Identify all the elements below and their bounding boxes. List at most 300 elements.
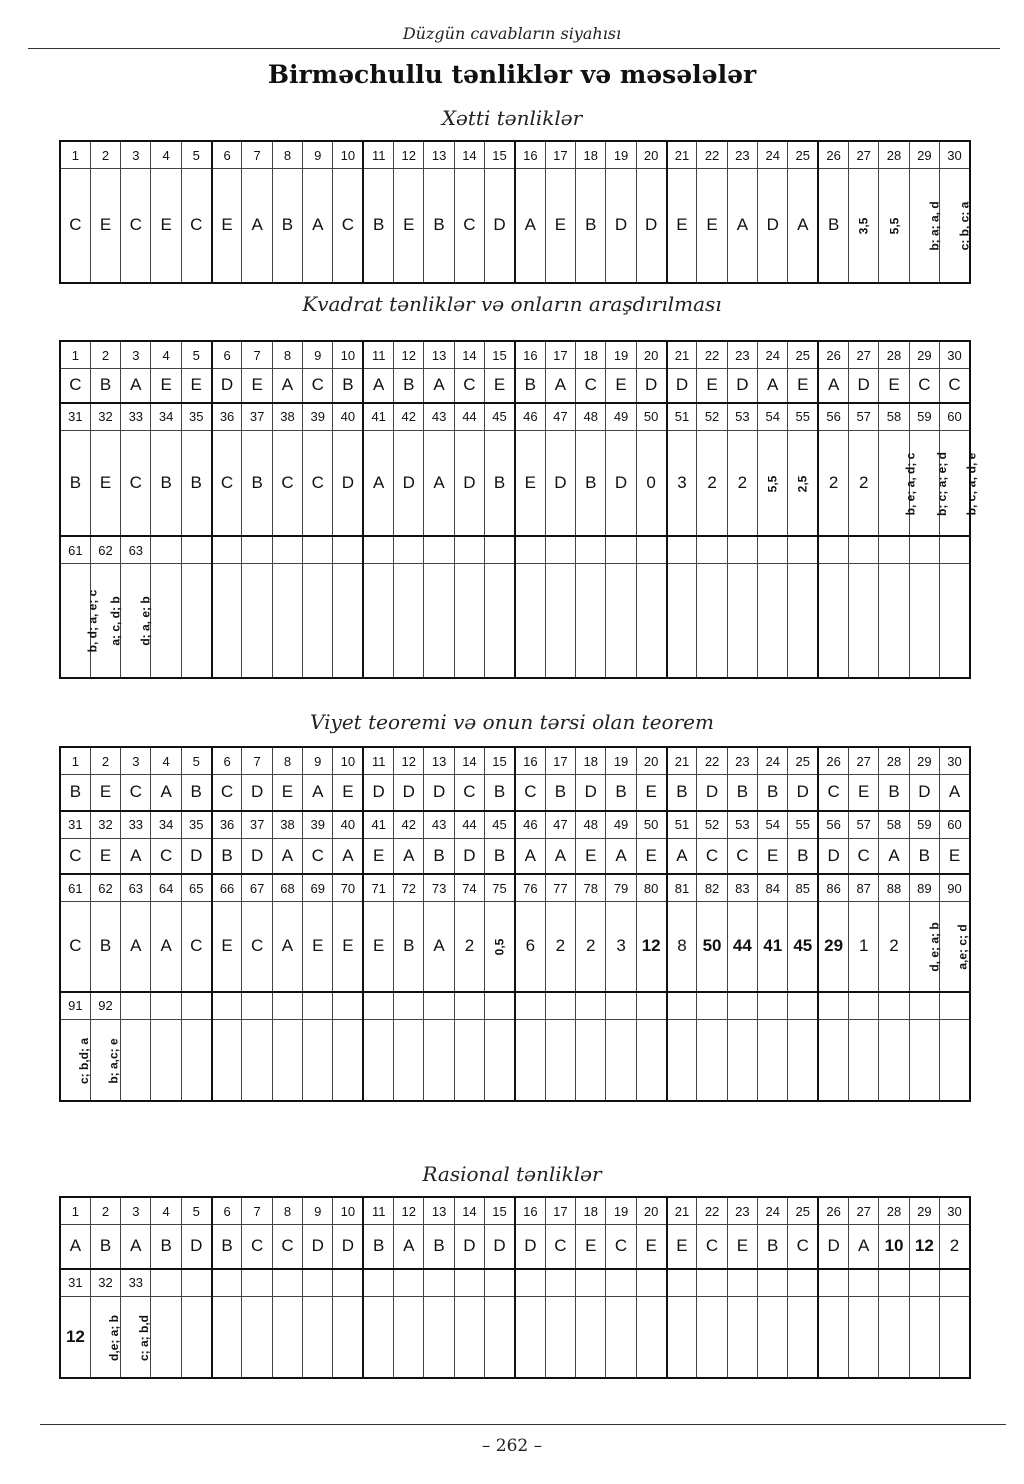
answer-cell: C bbox=[181, 902, 211, 992]
answer-text: b; a; a, d bbox=[927, 201, 942, 251]
question-number: 47 bbox=[545, 403, 575, 431]
question-number: 41 bbox=[363, 811, 393, 839]
question-number: 46 bbox=[515, 403, 545, 431]
question-number: 9 bbox=[303, 1197, 333, 1225]
question-number: 28 bbox=[879, 141, 909, 169]
question-number: 2 bbox=[90, 341, 120, 369]
answer-cell: C bbox=[303, 430, 333, 536]
answer-cell: E bbox=[394, 169, 424, 283]
answer-cell: D bbox=[454, 1225, 484, 1269]
question-number: 55 bbox=[788, 403, 818, 431]
question-number: 79 bbox=[606, 874, 636, 902]
answer-text: b, d; a, e; c bbox=[85, 589, 100, 653]
question-number: 14 bbox=[454, 341, 484, 369]
answer-cell: A bbox=[333, 838, 363, 874]
answer-cell: E bbox=[90, 838, 120, 874]
question-number: 31 bbox=[60, 1269, 90, 1297]
answer-cell: 41 bbox=[758, 902, 788, 992]
answer-cell bbox=[60, 1019, 90, 1101]
question-number: 76 bbox=[515, 874, 545, 902]
empty-cell bbox=[818, 536, 848, 564]
answer-cell: C bbox=[121, 430, 151, 536]
question-number: 65 bbox=[181, 874, 211, 902]
section-title-vieta: Viyet teoremi və onun tərsi olan teorem bbox=[310, 710, 714, 734]
question-number: 91 bbox=[60, 992, 90, 1020]
empty-cell bbox=[727, 536, 757, 564]
answer-cell: E bbox=[545, 169, 575, 283]
answer-cell: B bbox=[758, 775, 788, 811]
empty-cell bbox=[667, 1296, 697, 1378]
answer-cell bbox=[60, 564, 100, 678]
answer-cell: C bbox=[151, 838, 181, 874]
question-number: 5 bbox=[181, 341, 211, 369]
answer-text: d,e; a; b bbox=[106, 1314, 121, 1361]
empty-cell bbox=[363, 1296, 393, 1378]
question-number: 34 bbox=[151, 403, 181, 431]
answer-cell: 45 bbox=[788, 902, 818, 992]
empty-cell bbox=[242, 992, 272, 1020]
question-number: 64 bbox=[151, 874, 181, 902]
empty-cell bbox=[515, 1296, 545, 1378]
answer-cell: C bbox=[60, 838, 90, 874]
empty-cell bbox=[212, 536, 242, 564]
question-number: 14 bbox=[454, 1197, 484, 1225]
empty-cell bbox=[879, 1296, 909, 1378]
answer-cell: A bbox=[940, 775, 970, 811]
question-number: 56 bbox=[818, 403, 848, 431]
answer-cell: B bbox=[90, 1225, 120, 1269]
answer-cell: A bbox=[424, 369, 454, 403]
empty-cell bbox=[818, 1296, 848, 1378]
question-number: 10 bbox=[333, 1197, 363, 1225]
answer-cell: E bbox=[363, 838, 393, 874]
answer-text: 3,5 bbox=[856, 217, 871, 235]
answer-cell: D bbox=[515, 1225, 545, 1269]
answer-cell: E bbox=[333, 902, 363, 992]
question-number: 25 bbox=[788, 747, 818, 775]
question-number: 49 bbox=[606, 811, 636, 839]
answer-cell: B bbox=[424, 1225, 454, 1269]
empty-cell bbox=[636, 564, 666, 678]
question-number: 68 bbox=[272, 874, 302, 902]
question-number: 3 bbox=[121, 747, 151, 775]
question-number: 27 bbox=[849, 1197, 879, 1225]
question-number: 1 bbox=[60, 141, 90, 169]
answer-table-quadratic bbox=[59, 340, 979, 679]
question-number: 20 bbox=[636, 341, 666, 369]
answer-cell: 12 bbox=[60, 1296, 90, 1378]
empty-cell bbox=[454, 1269, 484, 1297]
answer-cell: E bbox=[90, 775, 120, 811]
question-number: 92 bbox=[90, 992, 120, 1020]
answer-cell: D bbox=[849, 369, 879, 403]
empty-cell bbox=[909, 992, 939, 1020]
empty-cell bbox=[454, 992, 484, 1020]
answer-cell: C bbox=[272, 1225, 302, 1269]
question-number: 86 bbox=[818, 874, 848, 902]
empty-cell bbox=[303, 992, 333, 1020]
answer-table-linear bbox=[59, 140, 971, 284]
empty-cell bbox=[940, 992, 970, 1020]
answer-cell: B bbox=[576, 430, 606, 536]
empty-cell bbox=[242, 536, 272, 564]
empty-cell bbox=[181, 564, 211, 678]
answer-cell: D bbox=[424, 775, 454, 811]
answer-cell: E bbox=[485, 369, 515, 403]
answer-cell bbox=[90, 1019, 120, 1101]
empty-cell bbox=[667, 1019, 697, 1101]
empty-cell bbox=[333, 1019, 363, 1101]
empty-cell bbox=[758, 1296, 788, 1378]
answer-cell: 2 bbox=[940, 1225, 970, 1269]
empty-cell bbox=[363, 1019, 393, 1101]
empty-cell bbox=[212, 992, 242, 1020]
answer-cell: D bbox=[485, 1225, 515, 1269]
empty-cell bbox=[545, 992, 575, 1020]
answer-cell: E bbox=[242, 369, 272, 403]
question-number: 22 bbox=[697, 341, 727, 369]
question-number: 25 bbox=[788, 1197, 818, 1225]
question-number: 41 bbox=[363, 403, 393, 431]
answer-cell: A bbox=[424, 430, 454, 536]
answer-cell: D bbox=[545, 430, 575, 536]
empty-cell bbox=[363, 992, 393, 1020]
question-number: 12 bbox=[394, 747, 424, 775]
empty-cell bbox=[576, 1019, 606, 1101]
answer-cell: A bbox=[727, 169, 757, 283]
question-number: 54 bbox=[758, 811, 788, 839]
question-number: 71 bbox=[363, 874, 393, 902]
question-number: 21 bbox=[667, 341, 697, 369]
question-number: 24 bbox=[758, 141, 788, 169]
question-number: 66 bbox=[212, 874, 242, 902]
answer-cell: D bbox=[394, 430, 424, 536]
answer-cell: 2 bbox=[727, 430, 757, 536]
question-number: 59 bbox=[909, 403, 939, 431]
empty-cell bbox=[849, 1019, 879, 1101]
answer-table-rational bbox=[59, 1196, 971, 1379]
question-number: 44 bbox=[454, 403, 484, 431]
answer-cell: D bbox=[606, 430, 636, 536]
empty-cell bbox=[515, 1269, 545, 1297]
question-number: 5 bbox=[181, 141, 211, 169]
question-number: 60 bbox=[940, 811, 970, 839]
empty-cell bbox=[909, 1296, 939, 1378]
answer-cell: 3 bbox=[606, 902, 636, 992]
answer-cell: A bbox=[788, 169, 818, 283]
question-number: 23 bbox=[727, 341, 757, 369]
answer-text: d, e; a; b bbox=[927, 922, 942, 972]
question-number: 83 bbox=[727, 874, 757, 902]
question-number: 23 bbox=[727, 1197, 757, 1225]
empty-cell bbox=[606, 1019, 636, 1101]
empty-cell bbox=[667, 564, 697, 678]
empty-cell bbox=[545, 564, 575, 678]
answer-cell: C bbox=[849, 838, 879, 874]
answer-cell: C bbox=[212, 430, 242, 536]
answer-text: 5,5 bbox=[765, 475, 780, 493]
question-number: 5 bbox=[181, 1197, 211, 1225]
question-number: 13 bbox=[424, 747, 454, 775]
section-title-quadratic: Kvadrat tənliklər və onların araşdırılması bbox=[302, 292, 722, 316]
answer-cell bbox=[788, 430, 818, 536]
answer-cell: A bbox=[394, 838, 424, 874]
answer-cell: D bbox=[454, 838, 484, 874]
answer-text: b, e; a, d; c bbox=[903, 452, 918, 516]
empty-cell bbox=[303, 1269, 333, 1297]
answer-cell: B bbox=[90, 902, 120, 992]
answer-cell: 2 bbox=[849, 430, 879, 536]
answer-cell: D bbox=[454, 430, 484, 536]
answer-cell: B bbox=[212, 838, 242, 874]
empty-cell bbox=[181, 1296, 211, 1378]
question-number: 15 bbox=[485, 341, 515, 369]
answer-cell: E bbox=[727, 1225, 757, 1269]
empty-cell bbox=[485, 992, 515, 1020]
question-number: 70 bbox=[333, 874, 363, 902]
answer-cell: A bbox=[272, 838, 302, 874]
question-number: 29 bbox=[909, 747, 939, 775]
answer-cell: 44 bbox=[727, 902, 757, 992]
question-number: 59 bbox=[909, 811, 939, 839]
answer-cell: D bbox=[818, 838, 848, 874]
answer-cell: C bbox=[242, 1225, 272, 1269]
answer-cell: C bbox=[454, 775, 484, 811]
empty-cell bbox=[272, 564, 302, 678]
empty-cell bbox=[151, 992, 181, 1020]
question-number: 48 bbox=[576, 811, 606, 839]
answer-text: a,e; c; d bbox=[955, 924, 970, 970]
question-number: 63 bbox=[121, 536, 151, 564]
question-number: 54 bbox=[758, 403, 788, 431]
empty-cell bbox=[454, 1296, 484, 1378]
answer-cell: A bbox=[394, 1225, 424, 1269]
empty-cell bbox=[788, 1269, 818, 1297]
question-number: 24 bbox=[758, 747, 788, 775]
answer-cell: B bbox=[606, 775, 636, 811]
answer-cell: C bbox=[909, 369, 939, 403]
empty-cell bbox=[121, 1019, 151, 1101]
question-number: 16 bbox=[515, 747, 545, 775]
answer-cell: A bbox=[424, 902, 454, 992]
question-number: 47 bbox=[545, 811, 575, 839]
question-number: 51 bbox=[667, 811, 697, 839]
question-number: 32 bbox=[90, 403, 120, 431]
empty-cell bbox=[272, 1296, 302, 1378]
answer-cell: A bbox=[818, 369, 848, 403]
empty-cell bbox=[758, 564, 788, 678]
answer-cell: A bbox=[242, 169, 272, 283]
empty-cell bbox=[940, 1019, 970, 1101]
question-number: 38 bbox=[272, 811, 302, 839]
answer-text: 5,5 bbox=[887, 217, 902, 235]
empty-cell bbox=[576, 536, 606, 564]
question-number: 38 bbox=[272, 403, 302, 431]
question-number: 9 bbox=[303, 747, 333, 775]
empty-cell bbox=[940, 1269, 970, 1297]
answer-cell: E bbox=[181, 369, 211, 403]
question-number: 12 bbox=[394, 141, 424, 169]
answer-cell: C bbox=[454, 169, 484, 283]
question-number: 22 bbox=[697, 747, 727, 775]
empty-cell bbox=[727, 992, 757, 1020]
question-number: 15 bbox=[485, 141, 515, 169]
answer-cell: C bbox=[454, 369, 484, 403]
question-number: 27 bbox=[849, 141, 879, 169]
answer-text: d; a, e; b bbox=[138, 596, 153, 646]
empty-cell bbox=[636, 992, 666, 1020]
answer-cell: A bbox=[303, 169, 333, 283]
empty-cell bbox=[727, 1296, 757, 1378]
question-number: 26 bbox=[818, 341, 848, 369]
answer-cell: 1 bbox=[849, 902, 879, 992]
empty-cell bbox=[545, 1019, 575, 1101]
question-number: 7 bbox=[242, 747, 272, 775]
question-number: 11 bbox=[363, 747, 393, 775]
question-number: 42 bbox=[394, 811, 424, 839]
question-number: 37 bbox=[242, 403, 272, 431]
question-number: 62 bbox=[90, 536, 120, 564]
empty-cell bbox=[697, 536, 727, 564]
empty-cell bbox=[363, 564, 393, 678]
question-number: 21 bbox=[667, 1197, 697, 1225]
question-number: 8 bbox=[272, 1197, 302, 1225]
empty-cell bbox=[545, 1296, 575, 1378]
empty-cell bbox=[940, 564, 970, 678]
question-number: 23 bbox=[727, 747, 757, 775]
answer-cell: B bbox=[485, 838, 515, 874]
question-number: 36 bbox=[212, 403, 242, 431]
question-number: 20 bbox=[636, 1197, 666, 1225]
answer-cell: D bbox=[667, 369, 697, 403]
empty-cell bbox=[151, 1019, 181, 1101]
empty-cell bbox=[667, 992, 697, 1020]
empty-cell bbox=[606, 564, 636, 678]
answer-cell: D bbox=[909, 775, 939, 811]
answer-cell: E bbox=[576, 1225, 606, 1269]
empty-cell bbox=[394, 1269, 424, 1297]
answer-cell: D bbox=[788, 775, 818, 811]
empty-cell bbox=[849, 564, 879, 678]
question-number: 62 bbox=[90, 874, 120, 902]
answer-cell: D bbox=[181, 1225, 211, 1269]
answer-cell: A bbox=[303, 775, 333, 811]
empty-cell bbox=[363, 1269, 393, 1297]
empty-cell bbox=[242, 564, 272, 678]
answer-cell: B bbox=[394, 369, 424, 403]
question-number: 50 bbox=[636, 403, 666, 431]
answer-cell: A bbox=[121, 838, 151, 874]
question-number: 72 bbox=[394, 874, 424, 902]
answer-cell: D bbox=[818, 1225, 848, 1269]
question-number: 57 bbox=[849, 811, 879, 839]
answer-cell: C bbox=[181, 169, 211, 283]
question-number: 61 bbox=[60, 874, 90, 902]
answer-cell bbox=[121, 1296, 151, 1378]
answer-cell: C bbox=[60, 902, 90, 992]
question-number: 6 bbox=[212, 747, 242, 775]
answer-cell: A bbox=[151, 775, 181, 811]
answer-cell: C bbox=[303, 838, 333, 874]
answer-cell: B bbox=[667, 775, 697, 811]
empty-cell bbox=[636, 1019, 666, 1101]
answer-cell: D bbox=[333, 1225, 363, 1269]
empty-cell bbox=[940, 536, 970, 564]
answer-cell: B bbox=[333, 369, 363, 403]
question-number: 22 bbox=[697, 1197, 727, 1225]
empty-cell bbox=[636, 536, 666, 564]
footer-rule bbox=[40, 1424, 1006, 1425]
question-number: 75 bbox=[485, 874, 515, 902]
question-number: 28 bbox=[879, 747, 909, 775]
question-number: 15 bbox=[485, 1197, 515, 1225]
answer-cell: E bbox=[636, 1225, 666, 1269]
question-number: 20 bbox=[636, 747, 666, 775]
empty-cell bbox=[242, 1296, 272, 1378]
answer-cell: B bbox=[758, 1225, 788, 1269]
empty-cell bbox=[424, 992, 454, 1020]
question-number: 44 bbox=[454, 811, 484, 839]
question-number: 17 bbox=[545, 141, 575, 169]
question-number: 29 bbox=[909, 1197, 939, 1225]
answer-cell: E bbox=[667, 169, 697, 283]
empty-cell bbox=[272, 1269, 302, 1297]
question-number: 49 bbox=[606, 403, 636, 431]
empty-cell bbox=[515, 564, 545, 678]
answer-cell: 12 bbox=[636, 902, 666, 992]
question-number: 51 bbox=[667, 403, 697, 431]
empty-cell bbox=[879, 1269, 909, 1297]
question-number: 58 bbox=[879, 403, 909, 431]
answer-cell: 2 bbox=[697, 430, 727, 536]
question-number: 61 bbox=[60, 536, 90, 564]
answer-cell: E bbox=[151, 369, 181, 403]
question-number: 32 bbox=[90, 1269, 120, 1297]
question-number: 39 bbox=[303, 811, 333, 839]
answer-cell: B bbox=[424, 838, 454, 874]
header-rule bbox=[28, 48, 1000, 49]
answer-cell: E bbox=[272, 775, 302, 811]
question-number: 55 bbox=[788, 811, 818, 839]
empty-cell bbox=[454, 564, 484, 678]
question-number: 24 bbox=[758, 1197, 788, 1225]
empty-cell bbox=[667, 1269, 697, 1297]
answer-cell: B bbox=[272, 169, 302, 283]
answer-cell: 0 bbox=[636, 430, 666, 536]
answer-cell: B bbox=[363, 169, 393, 283]
question-number: 13 bbox=[424, 141, 454, 169]
question-number: 6 bbox=[212, 341, 242, 369]
question-number: 33 bbox=[121, 403, 151, 431]
empty-cell bbox=[727, 564, 757, 678]
empty-cell bbox=[363, 536, 393, 564]
question-number: 85 bbox=[788, 874, 818, 902]
question-number: 14 bbox=[454, 747, 484, 775]
answer-cell: D bbox=[181, 838, 211, 874]
empty-cell bbox=[394, 1296, 424, 1378]
question-number: 29 bbox=[909, 141, 939, 169]
question-number: 16 bbox=[515, 141, 545, 169]
empty-cell bbox=[697, 1269, 727, 1297]
empty-cell bbox=[181, 992, 211, 1020]
question-number: 19 bbox=[606, 341, 636, 369]
question-number: 84 bbox=[758, 874, 788, 902]
answer-cell: E bbox=[515, 430, 545, 536]
answer-cell: B bbox=[545, 775, 575, 811]
answer-cell: B bbox=[909, 838, 939, 874]
answer-cell: 10 bbox=[879, 1225, 909, 1269]
answer-cell: D bbox=[636, 369, 666, 403]
